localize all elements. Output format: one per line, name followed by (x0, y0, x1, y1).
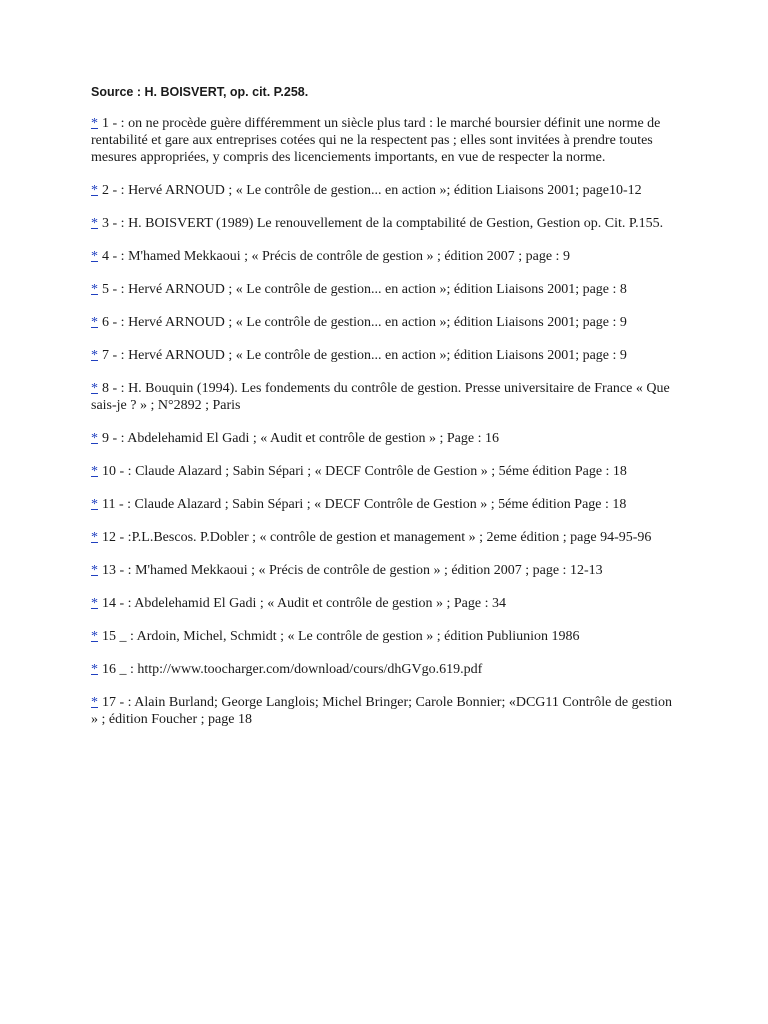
source-line: Source : H. BOISVERT, op. cit. P.258. (91, 85, 309, 99)
footnote-link[interactable]: * (91, 348, 98, 363)
footnote-7 (91, 347, 681, 364)
footnote-link[interactable]: * (91, 315, 98, 330)
footnote-number: 1 (102, 116, 109, 131)
footnotes-page (91, 84, 681, 744)
footnote-link[interactable]: * (91, 216, 98, 231)
footnote-number: 5 (102, 282, 109, 297)
footnote-17 (91, 694, 681, 728)
footnote-separator: - : (115, 497, 135, 512)
footnote-link[interactable]: * (91, 431, 98, 446)
footnote-1 (91, 115, 681, 166)
footnote-number: 11 (102, 497, 116, 512)
footnote-text: on ne procède guère différemment un siècle plus tard : le marché boursier définit une norme de rentabilité et gare aux entreprises cotées qui ne la respectent pas ; elles sont invitées à prendre toutes mesures appropriées, y compris des licenciements importants, en vue de respecter la norme. (91, 116, 661, 165)
footnote-text: M'hamed Mekkaoui ; « Précis de contrôle de gestion » ; édition 2007 ; page : 9 (128, 249, 570, 264)
footnote-separator: - : (116, 530, 132, 545)
footnote-link[interactable]: * (91, 629, 98, 644)
footnote-text: Hervé ARNOUD ; « Le contrôle de gestion... en action »; édition Liaisons 2001; page10-12 (128, 183, 642, 198)
footnote-number: 13 (102, 563, 116, 578)
footnote-15 (91, 628, 681, 645)
footnote-text: Abdelehamid El Gadi ; « Audit et contrôle de gestion » ; Page : 34 (134, 596, 506, 611)
footnote-separator: - : (116, 464, 136, 479)
footnote-separator: - : (109, 282, 129, 297)
footnote-link[interactable]: * (91, 497, 98, 512)
footnote-separator: - : (116, 563, 136, 578)
footnote-separator: - : (109, 348, 129, 363)
footnote-separator: - : (109, 249, 129, 264)
footnote-link[interactable]: * (91, 249, 98, 264)
footnote-number: 16 (102, 662, 116, 677)
footnote-9 (91, 430, 681, 447)
footnote-text: Alain Burland; George Langlois; Michel Bringer; Carole Bonnier; «DCG11 Contrôle de gestion » ; édition Foucher ; page 18 (91, 695, 673, 727)
footnote-4 (91, 248, 681, 265)
footnote-link[interactable]: * (91, 596, 98, 611)
footnote-text: Hervé ARNOUD ; « Le contrôle de gestion... en action »; édition Liaisons 2001; page : 9 (128, 348, 627, 363)
footnote-separator: - : (109, 183, 129, 198)
footnote-separator: _ : (116, 662, 138, 677)
footnote-6 (91, 314, 681, 331)
footnote-text: Hervé ARNOUD ; « Le contrôle de gestion... en action »; édition Liaisons 2001; page : 8 (128, 282, 627, 297)
footnote-link[interactable]: * (91, 662, 98, 677)
footnote-link[interactable]: * (91, 116, 98, 131)
footnote-text: Abdelehamid El Gadi ; « Audit et contrôle de gestion » ; Page : 16 (127, 431, 499, 446)
footnote-number: 15 (102, 629, 116, 644)
footnote-10 (91, 463, 681, 480)
footnote-link[interactable]: * (91, 183, 98, 198)
footnote-number: 8 (102, 381, 109, 396)
footnote-number: 2 (102, 183, 109, 198)
footnote-text: Ardoin, Michel, Schmidt ; « Le contrôle de gestion » ; édition Publiunion 1986 (136, 629, 580, 644)
footnote-number: 4 (102, 249, 109, 264)
footnote-number: 12 (102, 530, 116, 545)
footnote-8 (91, 380, 681, 414)
footnote-text: Claude Alazard ; Sabin Sépari ; « DECF Contrôle de Gestion » ; 5éme édition Page : 18 (135, 464, 627, 479)
footnote-link[interactable]: * (91, 530, 98, 545)
footnote-number: 17 (102, 695, 116, 710)
footnote-14 (91, 595, 681, 612)
footnote-number: 6 (102, 315, 109, 330)
footnote-16 (91, 661, 681, 678)
footnote-number: 14 (102, 596, 116, 611)
footnote-link[interactable]: * (91, 464, 98, 479)
footnote-link[interactable]: * (91, 381, 98, 396)
footnote-link[interactable]: * (91, 695, 98, 710)
footnote-separator: - : (116, 596, 135, 611)
footnote-number: 10 (102, 464, 116, 479)
footnote-2 (91, 182, 681, 199)
footnote-separator: - : (109, 216, 129, 231)
footnote-13 (91, 562, 681, 579)
footnote-link[interactable]: * (91, 282, 98, 297)
footnote-separator: - : (109, 315, 129, 330)
footnote-separator: - : (116, 695, 135, 710)
footnote-3 (91, 215, 681, 232)
footnote-text: P.L.Bescos. P.Dobler ; « contrôle de gestion et management » ; 2eme édition ; page 94-95-96 (131, 530, 652, 545)
footnote-separator: - : (109, 116, 129, 131)
footnote-number: 7 (102, 348, 109, 363)
footnote-separator: - : (109, 431, 128, 446)
footnote-link[interactable]: * (91, 563, 98, 578)
footnote-text: H. BOISVERT (1989) Le renouvellement de la comptabilité de Gestion, Gestion op. Cit. P.155. (128, 216, 664, 231)
footnote-url: http://www.toocharger.com/download/cours/dhGVgo.619.pdf (137, 662, 483, 677)
footnote-number: 9 (102, 431, 109, 446)
footnote-text: Claude Alazard ; Sabin Sépari ; « DECF Contrôle de Gestion » ; 5éme édition Page : 18 (134, 497, 627, 512)
footnote-12 (91, 529, 681, 546)
footnote-number: 3 (102, 216, 109, 231)
footnote-separator: - : (109, 381, 129, 396)
footnote-text: H. Bouquin (1994). Les fondements du contrôle de gestion. Presse universitaire de France « Que sais-je ? » ; N°2892 ; Paris (91, 381, 670, 413)
footnote-text: Hervé ARNOUD ; « Le contrôle de gestion... en action »; édition Liaisons 2001; page : 9 (128, 315, 627, 330)
footnote-separator: _ : (116, 629, 137, 644)
footnote-11 (91, 496, 681, 513)
footnote-text: M'hamed Mekkaoui ; « Précis de contrôle de gestion » ; édition 2007 ; page : 12-13 (135, 563, 603, 578)
footnote-5 (91, 281, 681, 298)
